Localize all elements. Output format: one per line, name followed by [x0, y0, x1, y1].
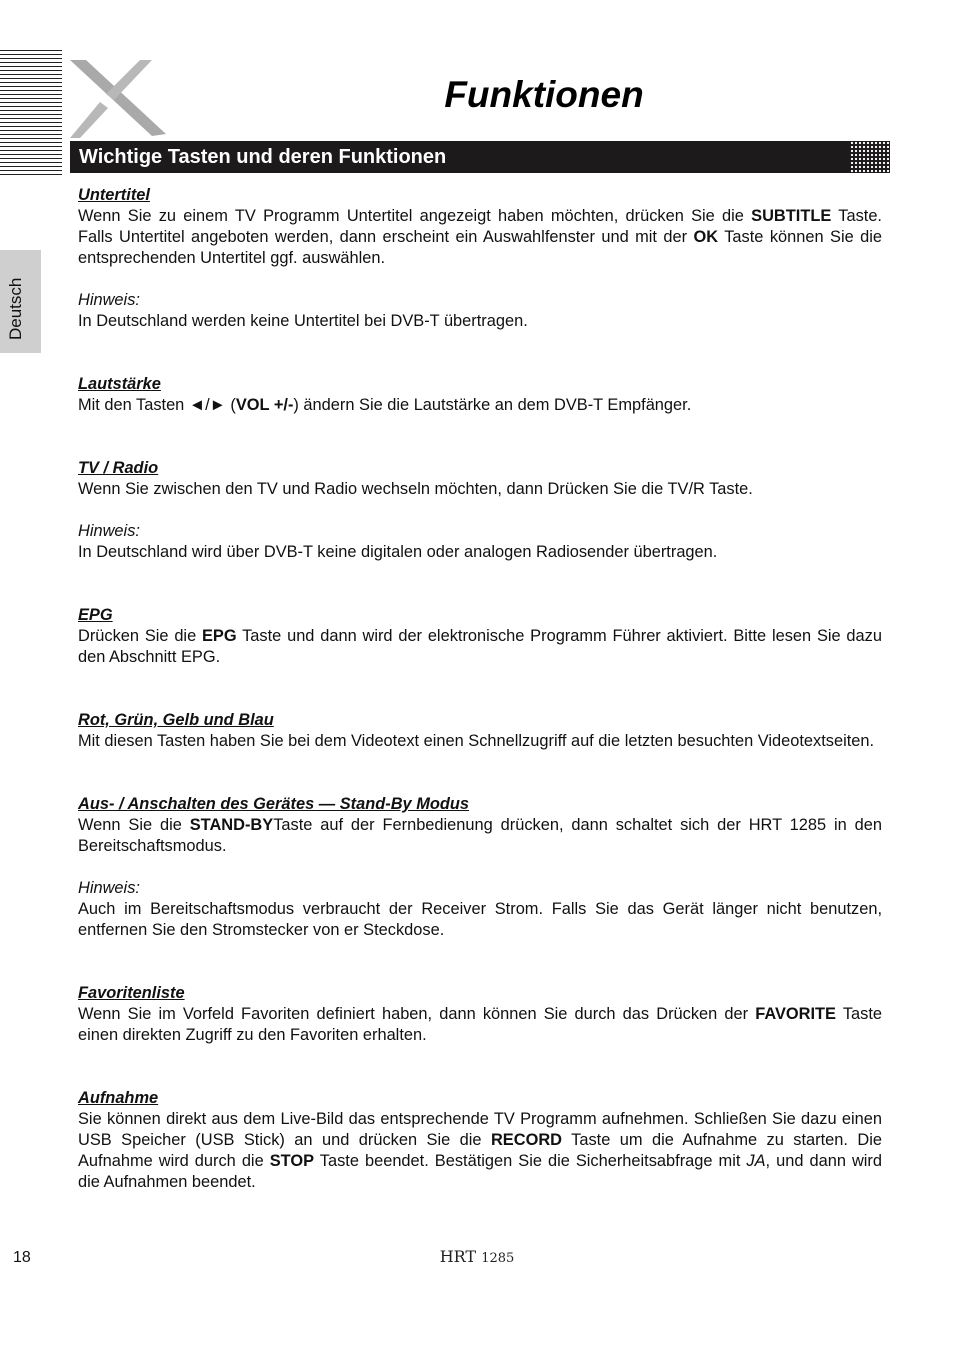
- note-text: In Deutschland wird über DVB-T keine digitalen oder analogen Radiosender übertragen.: [78, 543, 718, 561]
- text-segment: Taste auf der Fernbedienung drücken, dann schaltet sich der HRT 1285 in den Bereitschaftsmodus.: [78, 816, 882, 855]
- confirm-ja: JA: [746, 1152, 766, 1170]
- key-subtitle: SUBTITLE: [751, 207, 832, 225]
- heading-tv-radio: TV / Radio: [78, 459, 159, 477]
- key-ok: OK: [693, 228, 719, 246]
- text-segment: Taste einen direkten Zugriff zu den Favoriten erhalten.: [78, 1005, 882, 1044]
- footer-model-name: HRT: [439, 1247, 477, 1266]
- dot-pattern-decoration: [850, 141, 890, 173]
- main-content: [78, 185, 882, 1193]
- heading-favoritenliste: Favoritenliste: [78, 984, 185, 1002]
- text-segment: Taste beendet. Bestätigen Sie die Sicherheitsabfrage mit: [314, 1152, 747, 1170]
- paragraph-epg: [78, 626, 882, 668]
- text-segment: Taste können Sie die entsprechenden Untertitel ggf. auswählen.: [78, 228, 882, 267]
- paragraph-tv-radio: Wenn Sie zwischen den TV und Radio wechseln möchten, dann Drücken Sie die TV/R Taste.: [78, 480, 753, 498]
- note-label: Hinweis:: [78, 522, 140, 540]
- text-segment: Taste und dann wird der elektronische Programm Führer aktiviert. Bitte lesen Sie dazu den Abschnitt EPG.: [78, 627, 882, 666]
- text-segment: Sie können direkt aus dem Live-Bild das entsprechende TV Programm aufnehmen. Schließen Sie dazu einen USB Speicher (USB Stick) an und drücken Sie die: [78, 1110, 882, 1149]
- section-title: Wichtige Tasten und deren Funktionen: [79, 146, 447, 168]
- key-favorite: FAVORITE: [755, 1005, 836, 1023]
- text-segment: Mit den Tasten ◄/► (: [78, 396, 236, 414]
- section-header-bar: [70, 141, 890, 173]
- heading-farbtasten: Rot, Grün, Gelb und Blau: [78, 711, 274, 729]
- paragraph-lautstaerke: [78, 395, 882, 416]
- text-segment: Drücken Sie die: [78, 627, 202, 645]
- key-epg: EPG: [201, 627, 237, 645]
- footer-model: [0, 1247, 954, 1266]
- heading-standby: Aus- / Anschalten des Gerätes — Stand-By Modus: [78, 795, 470, 813]
- paragraph-untertitel: [78, 206, 882, 269]
- paragraph-standby: [78, 815, 882, 857]
- text-segment: , und dann wird die Aufnahmen beendet.: [78, 1152, 883, 1191]
- key-standby: STAND-BY: [189, 816, 274, 834]
- key-record: RECORD: [490, 1131, 562, 1149]
- page-title: Funktionen: [444, 74, 644, 115]
- key-stop: STOP: [269, 1152, 315, 1170]
- language-tab: [0, 250, 41, 353]
- paragraph-farbtasten: Mit diesen Tasten haben Sie bei dem Videotext einen Schnellzugriff auf die letzten besuchten Videotextseiten.: [78, 732, 875, 750]
- footer-model-number: 1285: [481, 1251, 515, 1266]
- heading-epg: EPG: [78, 606, 113, 624]
- heading-lautstaerke: Lautstärke: [78, 375, 161, 393]
- heading-aufnahme: Aufnahme: [78, 1089, 159, 1107]
- key-vol: VOL +/-: [235, 396, 294, 414]
- note-text: Auch im Bereitschaftsmodus verbraucht der Receiver Strom. Falls Sie das Gerät länger nicht benutzen, entfernen Sie den Stromstecker von er Steckdose.: [78, 900, 882, 939]
- text-segment: ) ändern Sie die Lautstärke an dem DVB-T Empfänger.: [293, 396, 692, 414]
- text-segment: Taste. Falls Untertitel angeboten werden, dann erscheint ein Auswahlfenster und mit der: [78, 207, 882, 246]
- paragraph-favoritenliste: [78, 1004, 882, 1046]
- text-segment: Wenn Sie die: [78, 816, 190, 834]
- text-segment: Wenn Sie zu einem TV Programm Untertitel angezeigt haben möchten, drücken Sie die: [78, 207, 752, 225]
- paragraph-aufnahme: [78, 1109, 882, 1193]
- note-label: Hinweis:: [78, 879, 140, 897]
- note-text: In Deutschland werden keine Untertitel bei DVB-T übertragen.: [78, 312, 528, 330]
- heading-untertitel: Untertitel: [78, 186, 150, 204]
- text-segment: Wenn Sie im Vorfeld Favoriten definiert haben, dann können Sie durch das Drücken der: [78, 1005, 756, 1023]
- note-label: Hinweis:: [78, 291, 140, 309]
- page-number: 18: [13, 1249, 31, 1266]
- language-tab-label: Deutsch: [6, 277, 25, 340]
- text-segment: Taste um die Aufnahme zu starten. Die Aufnahme wird durch die: [78, 1131, 882, 1170]
